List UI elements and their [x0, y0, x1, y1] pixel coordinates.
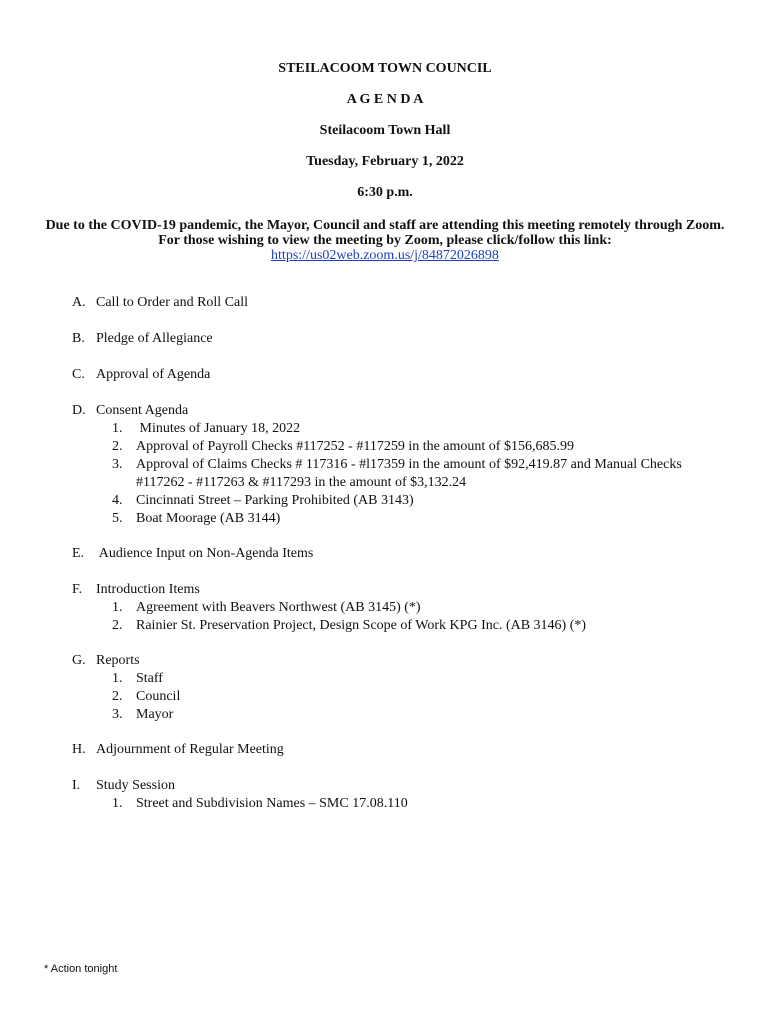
subitem-text: Approval of Payroll Checks #117252 - #117259 in the amount of $156,685.99 [136, 439, 574, 454]
meeting-time: 6:30 p.m. [357, 185, 413, 200]
subitem-text: Mayor [136, 707, 174, 722]
subitem-text: Council [136, 689, 181, 704]
agenda-item-i [72, 778, 175, 794]
item-label: Introduction Items [96, 582, 200, 597]
agenda-item-c [72, 367, 210, 383]
subitem-number: 2. [112, 689, 123, 704]
reports-subitem-1 [112, 670, 732, 688]
subitem-text: Approval of Claims Checks # 117316 - #l17359 in the amount of $92,419.87 and Manual Checks [136, 457, 682, 472]
subitem-text: Minutes of January 18, 2022 [136, 421, 301, 436]
notice-text: Due to the COVID-19 pandemic, the Mayor, Council and staff are attending this meeting remotely through Zoom. For those wishing to view the meeting by Zoom, please click/follow this link: [45, 218, 725, 248]
subitem-number: 2. [112, 439, 123, 454]
subitem-number: 3. [112, 707, 123, 722]
meeting-location: Steilacoom Town Hall [319, 123, 451, 138]
subitem-number: 5. [112, 511, 123, 526]
item-letter: F. [72, 582, 83, 597]
item-label: Pledge of Allegiance [96, 331, 213, 346]
meeting-date: Tuesday, February 1, 2022 [306, 154, 464, 169]
item-letter: I. [72, 778, 81, 793]
subitem-text: Boat Moorage (AB 3144) [136, 511, 281, 526]
subitem-number: 1. [112, 600, 123, 615]
reports-subitem-3 [112, 706, 732, 724]
study-subitem-1 [112, 795, 732, 813]
subitem-text: Agreement with Beavers Northwest (AB 3145) (*) [136, 600, 421, 615]
agenda-item-a [72, 295, 248, 311]
subitem-text: Cincinnati Street – Parking Prohibited (AB 3143) [136, 493, 414, 508]
subitem-text: Staff [136, 671, 163, 686]
subitem-number: 3. [112, 457, 123, 472]
item-letter: E. [72, 546, 85, 561]
subitem-number: 1. [112, 421, 123, 436]
item-label: Approval of Agenda [96, 367, 211, 382]
intro-subitem-1 [112, 599, 732, 617]
item-label: Reports [96, 653, 140, 668]
item-label: Study Session [96, 778, 175, 793]
consent-subitem-3 [112, 456, 732, 492]
agenda-item-e [72, 546, 313, 562]
subitem-number: 1. [112, 796, 123, 811]
item-label: Consent Agenda [96, 403, 189, 418]
item-letter: G. [72, 653, 86, 668]
subitem-text-continued: #117262 - #117263 & #117293 in the amount of $3,132.24 [136, 475, 467, 490]
item-letter: C. [72, 367, 85, 382]
subitem-number: 4. [112, 493, 123, 508]
item-label: Call to Order and Roll Call [96, 295, 249, 310]
zoom-link[interactable]: https://us02web.zoom.us/j/84872026898 [271, 248, 499, 263]
consent-subitem-1 [112, 420, 732, 438]
consent-subitem-4 [112, 492, 732, 510]
subitem-text: Rainier St. Preservation Project, Design Scope of Work KPG Inc. (AB 3146) (*) [136, 618, 587, 633]
item-letter: D. [72, 403, 86, 418]
item-label: Audience Input on Non-Agenda Items [96, 546, 314, 561]
subitem-number: 1. [112, 671, 123, 686]
org-title: STEILACOOM TOWN COUNCIL [278, 61, 492, 76]
agenda-item-d [72, 403, 188, 419]
subitem-number: 2. [112, 618, 123, 633]
agenda-item-g [72, 653, 140, 669]
item-letter: B. [72, 331, 85, 346]
reports-subitem-2 [112, 688, 732, 706]
agenda-item-f [72, 582, 200, 598]
item-label: Adjournment of Regular Meeting [96, 742, 284, 757]
item-letter: A. [72, 295, 86, 310]
consent-subitem-2 [112, 438, 732, 456]
subitem-text: Street and Subdivision Names – SMC 17.08.110 [136, 796, 408, 811]
action-footnote: * Action tonight [44, 963, 118, 975]
intro-subitem-2 [112, 617, 732, 635]
item-letter: H. [72, 742, 86, 757]
consent-subitem-5 [112, 510, 732, 528]
agenda-title: A G E N D A [346, 92, 424, 107]
agenda-item-b [72, 331, 213, 347]
covid-notice [40, 218, 730, 263]
agenda-item-h [72, 742, 284, 758]
